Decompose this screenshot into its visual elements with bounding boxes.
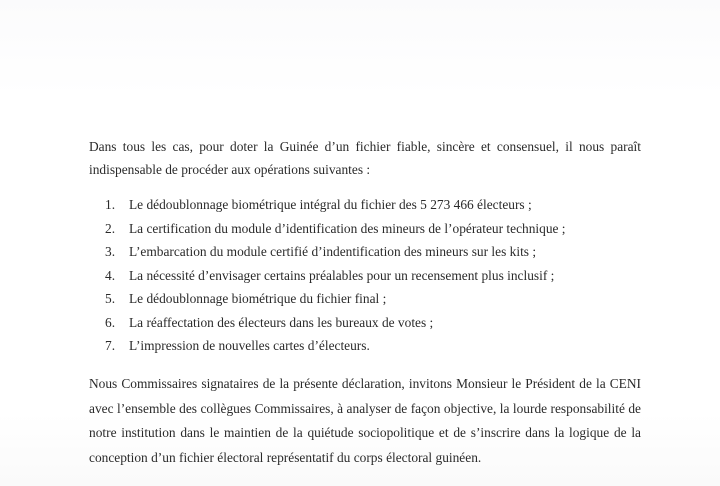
list-item-number: 7. [105, 338, 116, 353]
list-item-text: Le dédoublonnage biométrique du fichier final ; [129, 291, 387, 306]
list-item-text: Le dédoublonnage biométrique intégral du fichier des 5 273 466 électeurs ; [129, 197, 532, 212]
list-item-text: La certification du module d’identification des mineurs de l’opérateur technique ; [129, 220, 566, 236]
intro-paragraph [89, 135, 641, 181]
list-item [105, 311, 665, 335]
list-item-text: L’impression de nouvelles cartes d’électeurs. [129, 338, 370, 353]
list-item-number: 5. [105, 291, 116, 306]
list-item [105, 240, 665, 264]
list-item-number: 3. [105, 244, 116, 259]
list-item [105, 334, 665, 358]
list-item [105, 264, 665, 288]
list-item [105, 217, 665, 241]
closing-paragraph [89, 372, 641, 470]
intro-text: Dans tous les cas, pour doter la Guinée d’un fichier fiable, sincère et consensuel, il nous paraît indispensable de procéder aux opérations suivantes : [89, 139, 641, 177]
list-item [105, 193, 665, 217]
closing-text: Nous Commissaires signataires de la présente déclaration, invitons Monsieur le Président de la CENI avec l’ensemble des collègues Commissaires, à analyser de façon objective, la lourde responsabilité de notre institution dans le maintien de la quiétude sociopolitique et de s’inscrire dans la logique de la conception d’un fichier électoral représentatif du corps électoral guinéen. [89, 376, 641, 465]
operations-list [105, 193, 665, 358]
list-item-number: 2. [105, 220, 116, 236]
list-item-number: 4. [105, 267, 116, 283]
list-item [105, 287, 665, 311]
list-item-text: La nécessité d’envisager certains préalables pour un recensement plus inclusif ; [129, 267, 555, 283]
list-item-number: 6. [105, 314, 116, 330]
list-item-text: La réaffectation des électeurs dans les bureaux de votes ; [129, 314, 434, 330]
list-item-text: L’embarcation du module certifié d’indentification des mineurs sur les kits ; [129, 244, 537, 259]
list-item-number: 1. [105, 197, 116, 212]
